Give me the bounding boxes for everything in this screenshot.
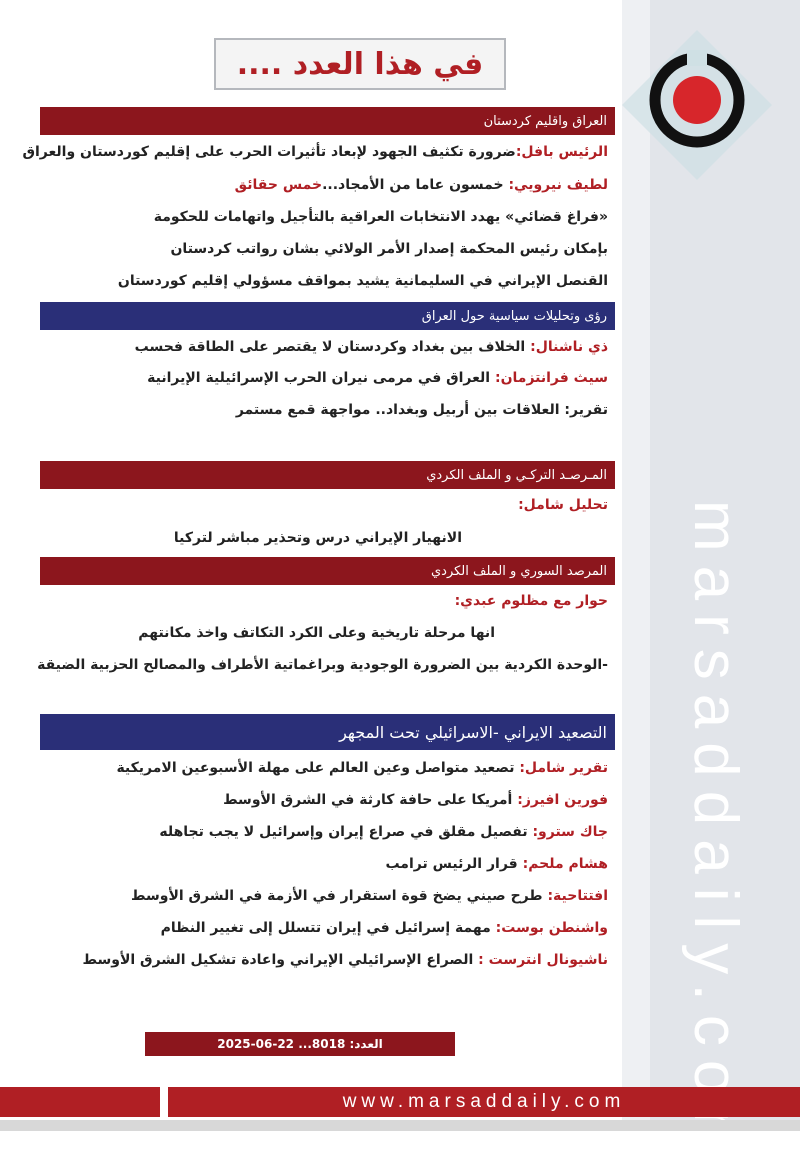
list-item[interactable]: ناشيونال انترست : الصراع الإسرائيلي الإيراني واعادة تشكيل الشرق الأوسط [82, 952, 608, 968]
section-subhead: حوار مع مظلوم عبدي: [454, 593, 608, 609]
section-header-iraq-kurdistan: العراق واقليم كردستان [40, 107, 615, 135]
list-item[interactable]: جاك سترو: تفصيل مقلق في صراع إيران وإسرائيل لا يجب تجاهله [159, 824, 608, 840]
page-title-box [214, 38, 506, 90]
footer-left-bar [0, 1087, 160, 1117]
list-item[interactable]: تقرير شامل: تصعيد متواصل وعين العالم على مهلة الأسبوعين الامريكية [116, 760, 608, 776]
list-item[interactable]: هشام ملحم: قرار الرئيس ترامب [385, 856, 608, 872]
page-title: في هذا العدد .... [236, 46, 484, 82]
list-item[interactable]: لطيف نيرويي: خمسون عاما من الأمجاد...خمس حقائق [234, 177, 608, 193]
section-subhead: تحليل شامل: [518, 497, 608, 513]
list-item[interactable]: تقرير: العلاقات بين أربيل وبغداد.. مواجهة قمع مستمر [235, 402, 608, 418]
list-item[interactable]: الانهيار الإيراني درس وتحذير مباشر لتركيا [173, 530, 462, 546]
footer-url[interactable]: www.marsaddaily.com [168, 1087, 800, 1117]
list-item[interactable]: انها مرحلة تاريخية وعلى الكرد التكاتف واخذ مكانتهم [138, 625, 495, 641]
list-item[interactable]: افتتاحية: طرح صيني يضخ قوة استقرار في الأزمة في الشرق الأوسط [131, 888, 608, 904]
section-header-iran-israel: التصعيد الايراني -الاسرائيلي تحت المجهر [40, 714, 615, 750]
list-item[interactable]: -الوحدة الكردية بين الضرورة الوجودية وبراغماتية الأطراف والمصالح الحزبية الضيقة [37, 657, 608, 673]
logo-icon [622, 30, 772, 180]
list-item[interactable]: الرئيس بافل:ضرورة تكثيف الجهود لإبعاد تأثيرات الحرب على إقليم كوردستان والعراق [22, 144, 608, 160]
list-item[interactable]: بإمكان رئيس المحكمة إصدار الأمر الولائي بشان رواتب كردستان [170, 241, 608, 257]
list-item[interactable]: ذي ناشنال: الخلاف بين بغداد وكردستان لا يقتصر على الطاقة فحسب [134, 339, 608, 355]
list-item[interactable]: «فراغ قضائي» يهدد الانتخابات العراقية بالتأجيل واتهامات للحكومة [153, 209, 608, 225]
list-item[interactable]: واشنطن بوست: مهمة إسرائيل في إيران تتسلل إلى تغيير النظام [160, 920, 608, 936]
section-header-iraq-analysis: رؤى وتحليلات سياسية حول العراق [40, 302, 615, 330]
list-item[interactable]: فورين افيرز: أمريكا على حافة كارثة في الشرق الأوسط [223, 792, 608, 808]
bottom-strip [0, 1120, 800, 1131]
section-header-turkish-observer: المـرصـد التركـي و الملف الكردي [40, 461, 615, 489]
issue-number-bar: العدد: 8018... 22-06-2025 [145, 1032, 455, 1056]
list-item[interactable]: سيث فرانتزمان: العراق في مرمى نيران الحرب الإسرائيلية الإيرانية [147, 370, 608, 386]
vertical-website-text [680, 500, 750, 810]
section-header-syrian-observer: المرصد السوري و الملف الكردي [40, 557, 615, 585]
list-item[interactable]: القنصل الإيراني في السليمانية يشيد بمواقف مسؤولي إقليم كوردستان [117, 273, 608, 289]
